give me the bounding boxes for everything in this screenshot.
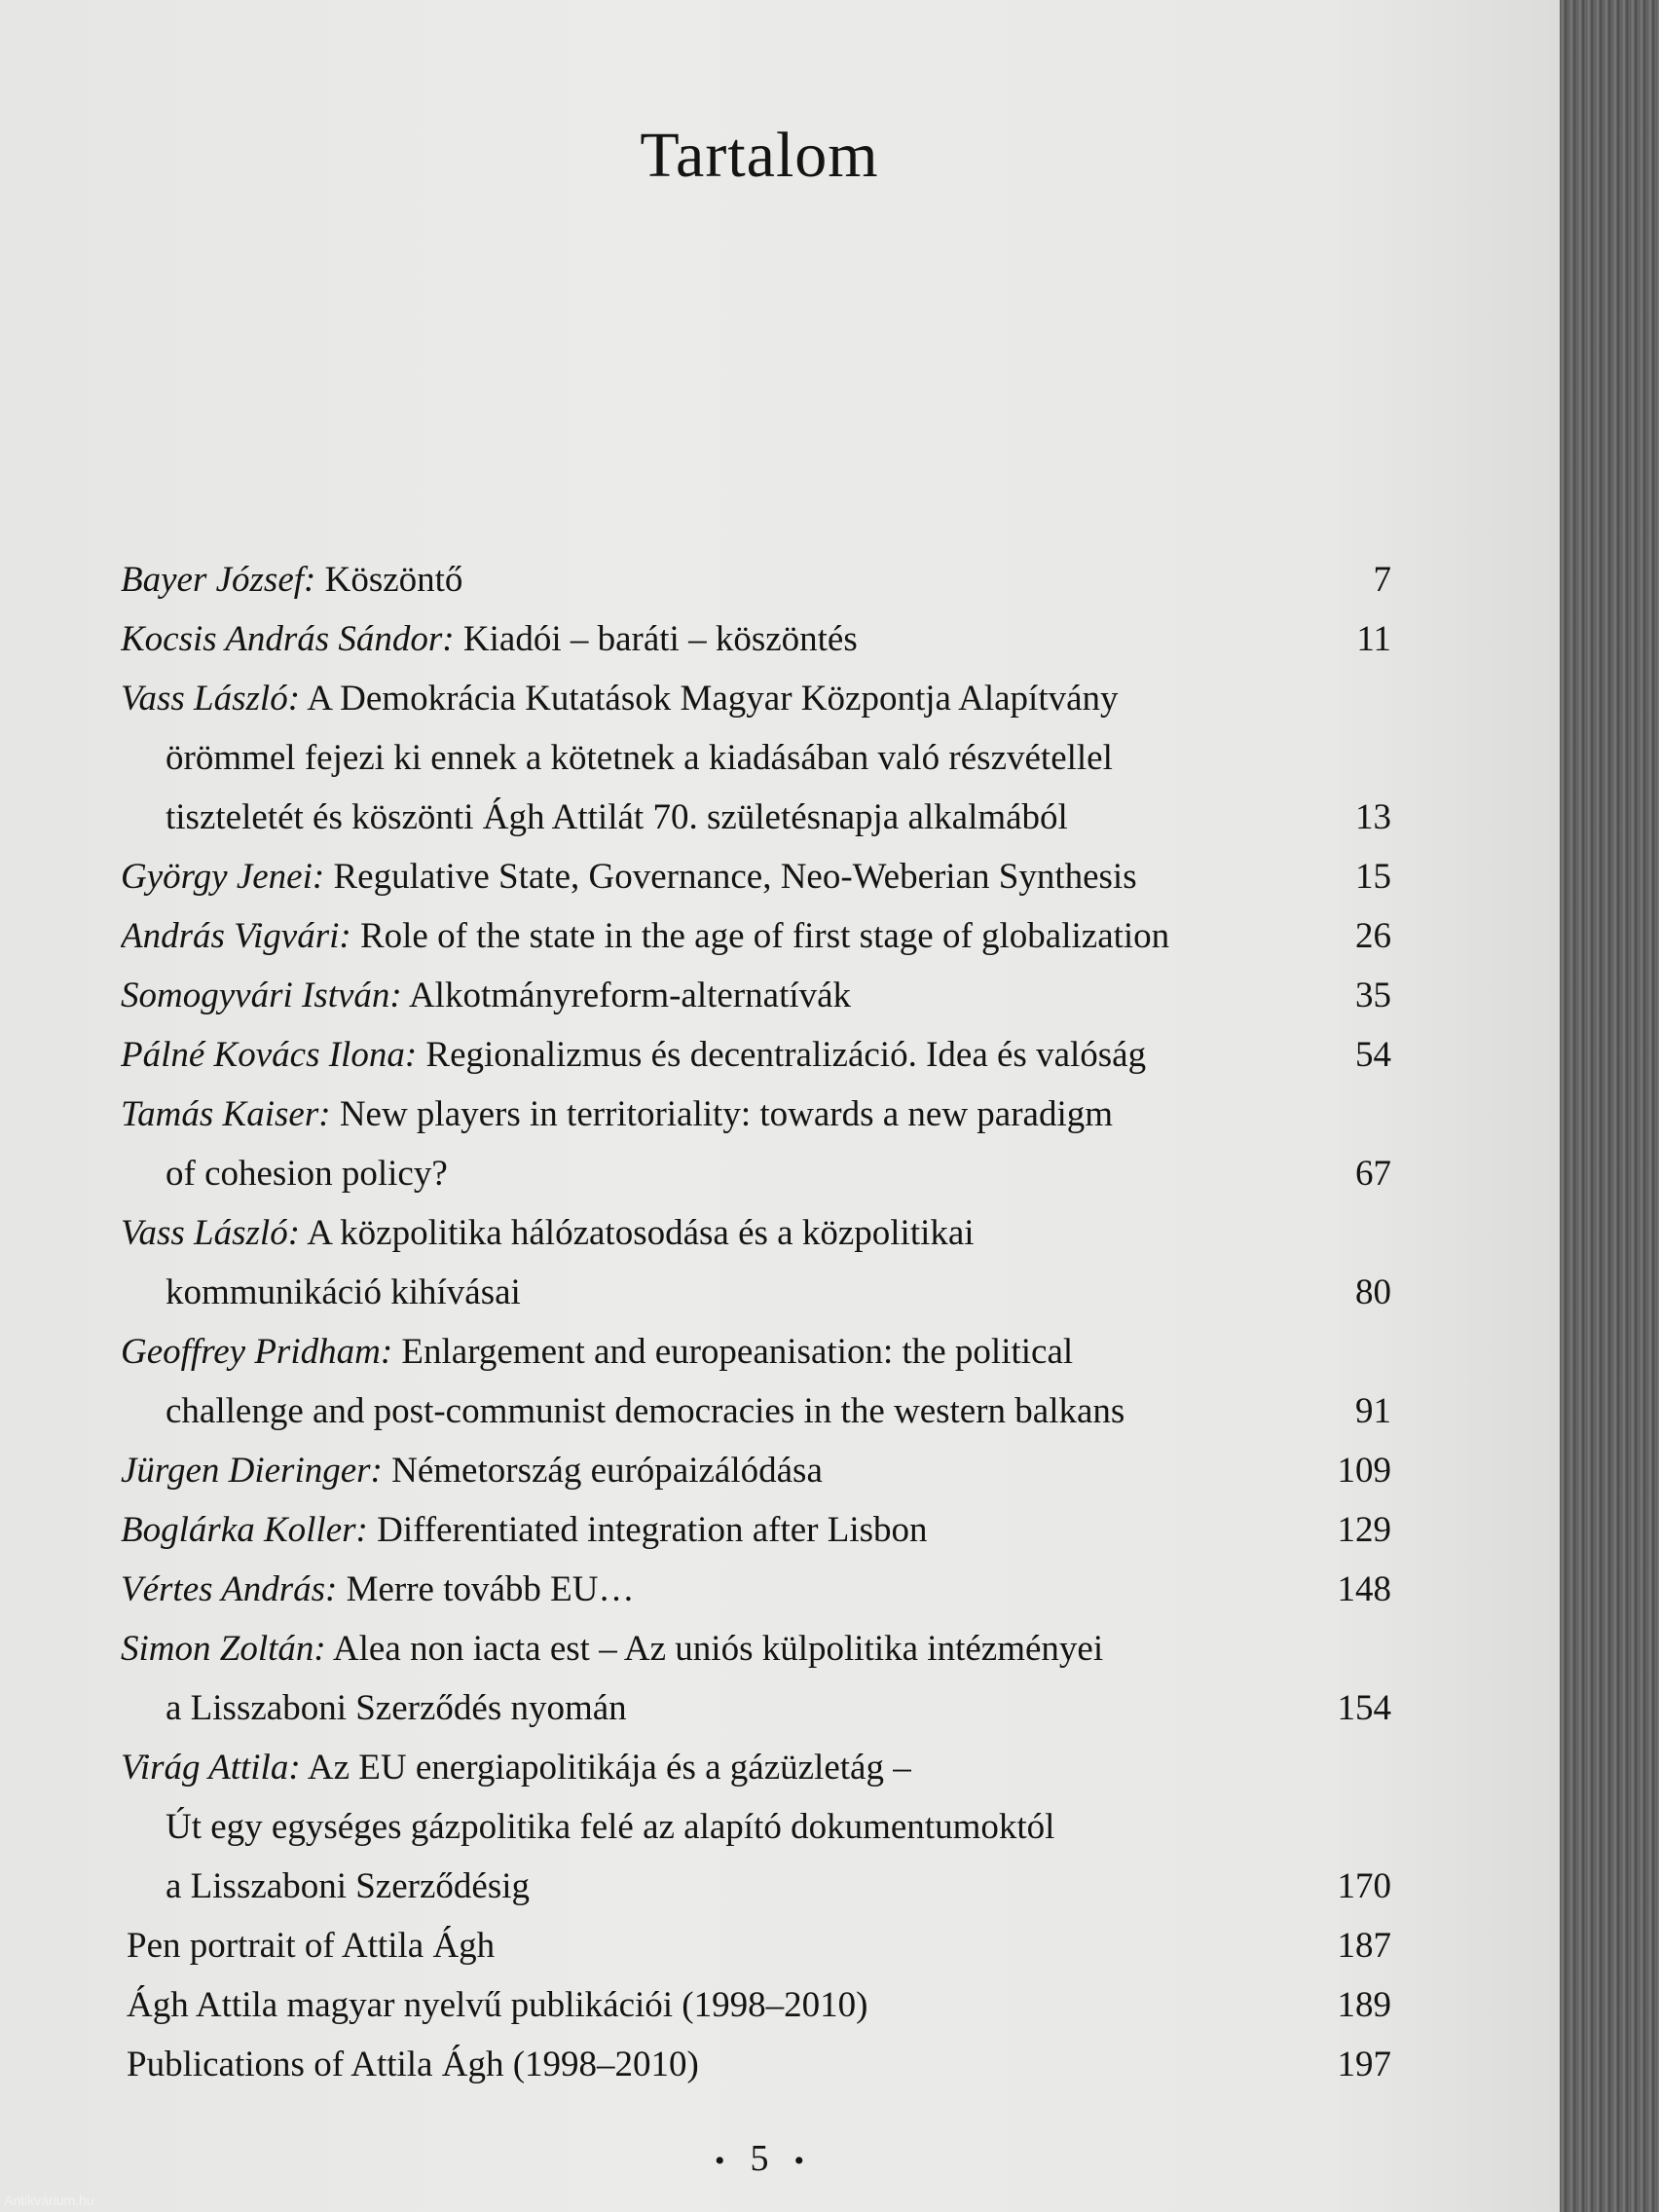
toc-entry [121, 1085, 1391, 1203]
toc-page-number: 11 [1356, 619, 1391, 659]
toc-entry [121, 1560, 1391, 1619]
toc-line [121, 1085, 1391, 1144]
toc-line-text [121, 1560, 1313, 1619]
toc-line [121, 609, 1391, 669]
toc-line-text [166, 1678, 1313, 1738]
toc-line-text [166, 1797, 1313, 1857]
toc-line [121, 1738, 1391, 1797]
toc-author: György Jenei: [121, 857, 325, 897]
toc-line-text [166, 1144, 1313, 1203]
toc-author: Tamás Kaiser: [121, 1094, 331, 1134]
toc-title: a Lisszaboni Szerződés nyomán [166, 1688, 627, 1728]
toc-page-number: 7 [1373, 560, 1391, 600]
toc-title: New players in territoriality: towards a new paradigm [330, 1094, 1114, 1134]
toc-page-number: 187 [1337, 1926, 1391, 1966]
toc-entry [121, 669, 1391, 847]
toc-entry [121, 1975, 1391, 2035]
toc-line [121, 550, 1391, 609]
toc-entry [121, 906, 1391, 966]
toc-line [121, 906, 1391, 966]
toc-line [121, 1500, 1391, 1560]
toc-title: Ágh Attila magyar nyelvű publikációi (1998–2010) [127, 1985, 868, 2025]
toc-line-text [166, 1263, 1313, 1322]
toc-author: Pálné Kovács Ilona: [121, 1035, 418, 1075]
toc-title: A Demokrácia Kutatások Magyar Központja Alapítvány [300, 679, 1119, 719]
toc-line-text [121, 1916, 1313, 1975]
toc-page-number: 13 [1355, 797, 1391, 837]
toc-entry [121, 2035, 1391, 2094]
toc-entry [121, 1916, 1391, 1975]
toc-line-text [166, 728, 1313, 788]
toc-page-number: 170 [1337, 1866, 1391, 1906]
toc-line-text [121, 2035, 1313, 2094]
toc-page-number: 67 [1355, 1154, 1391, 1194]
toc-author: Vass László: [121, 1213, 301, 1253]
toc-title: Enlargement and europeanisation: the political [392, 1332, 1074, 1372]
toc-line [121, 1263, 1391, 1322]
toc-page-number: 15 [1355, 857, 1391, 897]
page-number: 5 [750, 2138, 769, 2179]
toc-page-number [1313, 1797, 1391, 1857]
toc-title: Kiadói – baráti – köszöntés [454, 619, 858, 659]
toc-page-number [1313, 1203, 1391, 1263]
toc-line-text [121, 906, 1313, 966]
toc-line [121, 1619, 1391, 1678]
toc-title: Regionalizmus és decentralizáció. Idea és valóság [417, 1035, 1147, 1075]
toc-entry [121, 1619, 1391, 1738]
toc-line [121, 788, 1391, 847]
toc-line [121, 1203, 1391, 1263]
toc-line-text [121, 1500, 1313, 1560]
toc-line-text [166, 1857, 1313, 1916]
toc-title: Alea non iacta est – Az uniós külpolitika intézményei [325, 1629, 1104, 1669]
footer-dot-right: • [793, 2145, 805, 2177]
toc-line [121, 1560, 1391, 1619]
toc-page-number: 189 [1337, 1985, 1391, 2025]
page-stack-edge [1560, 0, 1659, 2212]
toc-title: a Lisszaboni Szerződésig [166, 1866, 530, 1906]
toc-title: kommunikáció kihívásai [166, 1272, 521, 1312]
toc-page-number: 26 [1355, 916, 1391, 956]
toc-page-number: 35 [1355, 976, 1391, 1015]
toc-line-text [121, 966, 1313, 1025]
toc-line [121, 1382, 1391, 1441]
toc-page-number [1313, 728, 1391, 788]
toc-entry [121, 966, 1391, 1025]
toc-title: challenge and post-communist democracies in the western balkans [166, 1391, 1125, 1431]
toc-title: Role of the state in the age of first stage of globalization [350, 916, 1170, 956]
toc-title: Merre tovább EU… [337, 1569, 635, 1609]
toc-page-number: 197 [1337, 2045, 1391, 2084]
toc-line [121, 669, 1391, 728]
toc-line [121, 1678, 1391, 1738]
toc-author: Simon Zoltán: [121, 1629, 326, 1669]
toc-title: Út egy egységes gázpolitika felé az alapító dokumentumoktól [166, 1807, 1055, 1847]
toc-line-text [166, 788, 1313, 847]
toc-line-text [121, 1085, 1313, 1144]
toc-line-text [121, 609, 1313, 669]
toc-line-text [121, 1203, 1313, 1263]
toc-page-number: 54 [1355, 1035, 1391, 1075]
toc-line [121, 1441, 1391, 1500]
toc-entry [121, 1025, 1391, 1085]
toc-title: Regulative State, Governance, Neo-Weberian Synthesis [324, 857, 1137, 897]
toc-author: Vass László: [121, 679, 301, 719]
toc-line [121, 1916, 1391, 1975]
toc-line-text [121, 1025, 1313, 1085]
toc-author: Jürgen Dieringer: [121, 1451, 383, 1491]
toc-entry [121, 1203, 1391, 1322]
page-footer [0, 2137, 1519, 2180]
toc-title: tiszteletét és köszönti Ágh Attilát 70. születésnapja alkalmából [166, 797, 1068, 837]
toc-author: Boglárka Koller: [121, 1510, 368, 1550]
toc-title: Differentiated integration after Lisbon [367, 1510, 928, 1550]
toc-author: Kocsis András Sándor: [121, 619, 455, 659]
toc-entry [121, 1500, 1391, 1560]
toc-page-number [1313, 669, 1391, 728]
footer-dot-left: • [714, 2145, 725, 2177]
toc-entry [121, 609, 1391, 669]
toc-line [121, 1322, 1391, 1382]
toc-entry [121, 1441, 1391, 1500]
toc-entry [121, 847, 1391, 906]
toc-line-text [121, 1322, 1313, 1382]
toc-page-number [1313, 1322, 1391, 1382]
toc-line [121, 728, 1391, 788]
toc-page-number: 148 [1337, 1569, 1391, 1609]
toc-line [121, 1025, 1391, 1085]
toc-line-text [121, 1619, 1313, 1678]
toc-author: Geoffrey Pridham: [121, 1332, 393, 1372]
page-title: Tartalom [640, 120, 879, 191]
toc-title: Pen portrait of Attila Ágh [127, 1926, 496, 1966]
toc-entry [121, 550, 1391, 609]
toc-line-text [121, 1975, 1313, 2035]
toc-entry [121, 1322, 1391, 1441]
toc-line [121, 1797, 1391, 1857]
toc-author: Somogyvári István: [121, 976, 402, 1015]
toc-page-number [1313, 1738, 1391, 1797]
toc-line-text [121, 1738, 1313, 1797]
toc-page-number: 91 [1355, 1391, 1391, 1431]
watermark: Antikvárium.hu [4, 2193, 94, 2208]
toc-line-text [166, 1382, 1313, 1441]
toc-page-number [1313, 1619, 1391, 1678]
toc-title: A közpolitika hálózatosodása és a közpolitikai [300, 1213, 975, 1253]
toc-title: örömmel fejezi ki ennek a kötetnek a kiadásában való részvétellel [166, 738, 1113, 778]
toc-line [121, 1857, 1391, 1916]
toc-author: Virág Attila: [121, 1748, 301, 1788]
toc-page-number: 154 [1337, 1688, 1391, 1728]
toc-entry [121, 1738, 1391, 1916]
toc-title: Németország európaizálódása [382, 1451, 823, 1491]
toc-line [121, 1144, 1391, 1203]
toc-line [121, 966, 1391, 1025]
toc-page-number: 109 [1337, 1451, 1391, 1491]
toc-line-text [121, 847, 1313, 906]
toc-line-text [121, 1441, 1313, 1500]
toc-line [121, 847, 1391, 906]
toc-page-number: 80 [1355, 1272, 1391, 1312]
toc-title: Köszöntő [315, 560, 463, 600]
toc-line [121, 2035, 1391, 2094]
toc-page-number [1313, 1085, 1391, 1144]
toc-title: of cohesion policy? [166, 1154, 448, 1194]
table-of-contents [121, 550, 1391, 2094]
toc-author: András Vigvári: [121, 916, 351, 956]
toc-title: Publications of Attila Ágh (1998–2010) [127, 2045, 699, 2084]
toc-author: Bayer József: [121, 560, 316, 600]
toc-line-text [121, 669, 1313, 728]
toc-line [121, 1975, 1391, 2035]
toc-title: Az EU energiapolitikája és a gázüzletág – [300, 1748, 911, 1788]
toc-title: Alkotmányreform-alternatívák [401, 976, 852, 1015]
toc-page-number: 129 [1337, 1510, 1391, 1550]
toc-line-text [121, 550, 1313, 609]
toc-author: Vértes András: [121, 1569, 338, 1609]
